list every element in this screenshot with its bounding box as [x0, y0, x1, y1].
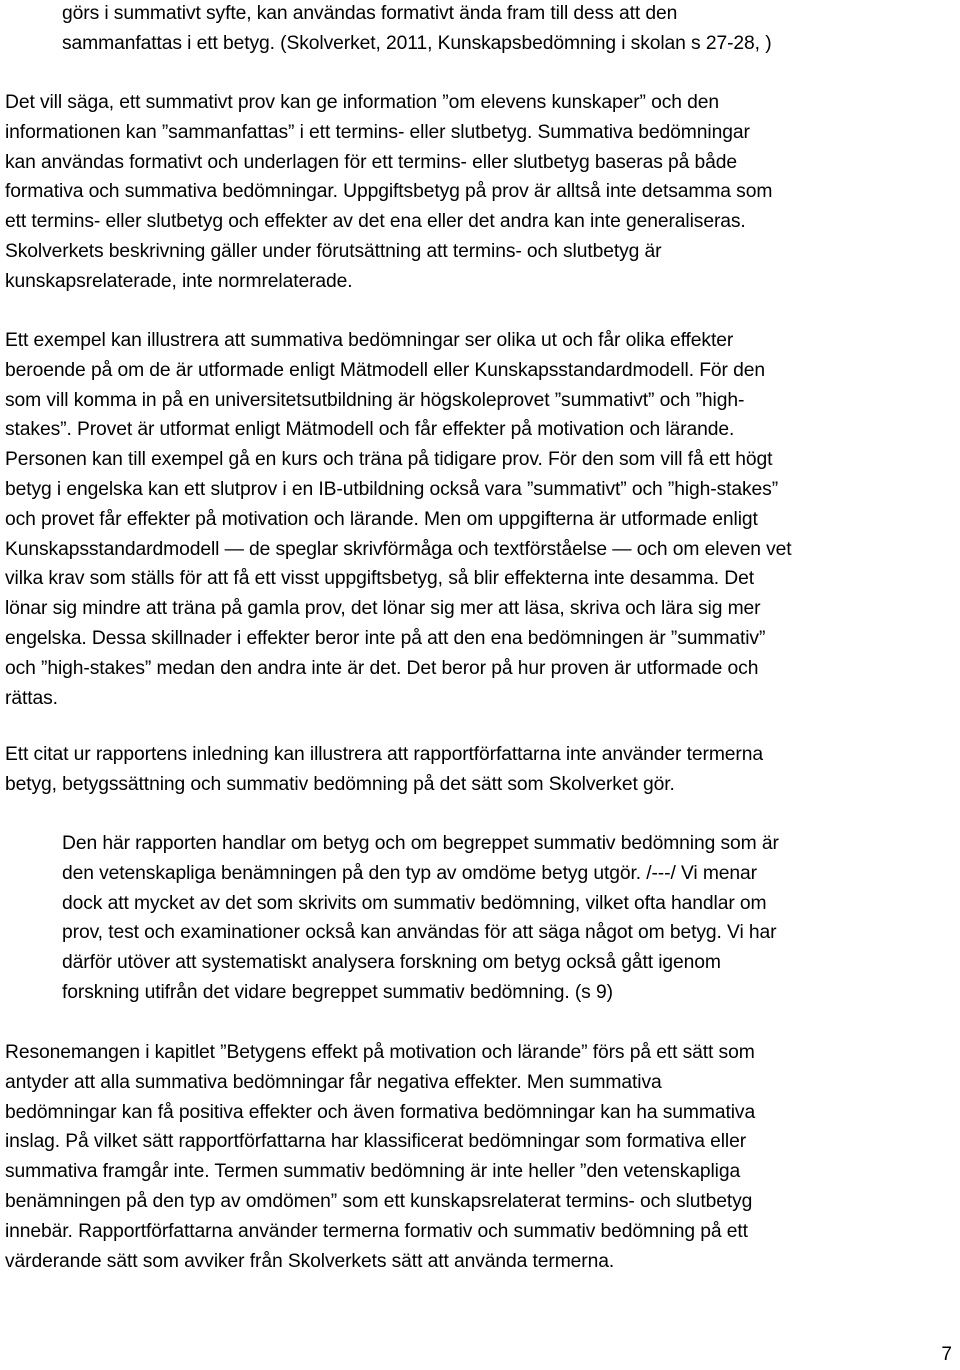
text-line: som vill komma in på en universitetsutbildning är högskoleprovet ”summativt” och ”high-	[5, 389, 745, 411]
text-line: Personen kan till exempel gå en kurs och träna på tidigare prov. För den som vill få ett högt	[5, 449, 773, 471]
text-line: Den här rapporten handlar om betyg och om begreppet summativ bedömning som är	[62, 833, 779, 854]
text-line: värderande sätt som avviker från Skolverkets sätt att använda termerna.	[5, 1250, 615, 1272]
text-line: beroende på om de är utformade enligt Mätmodell eller Kunskapsstandardmodell. För den	[5, 359, 765, 381]
text-line: Det vill säga, ett summativt prov kan ge information ”om elevens kunskaper” och den	[5, 92, 720, 113]
text-line: prov, test och examinationer också kan användas för att säga något om betyg. Vi har	[62, 922, 777, 944]
text-line: Kunskapsstandardmodell — de speglar skrivförmåga och textförståelse — och om eleven vet	[5, 538, 792, 560]
text-line: betyg i engelska kan ett slutprov i en IB-utbildning också vara ”summativt” och ”high-stakes”	[5, 478, 779, 500]
text-line: ett termins- eller slutbetyg och effekter av det ena eller det andra kan inte generaliseras.	[5, 211, 746, 233]
text-line: och ”high-stakes” medan den andra inte är det. Det beror på hur proven är utformade och	[5, 657, 759, 679]
text-line: den vetenskapliga benämningen på den typ av omdöme betyg utgör. /---/ Vi menar	[62, 862, 757, 884]
text-line: kan användas formativt och underlagen för ett termins- eller slutbetyg baseras på både	[5, 151, 738, 173]
text-line: Skolverkets beskrivning gäller under förutsättning att termins- och slutbetyg är	[5, 240, 662, 262]
text-line: och provet får effekter på motivation och lärande. Men om uppgifterna är utformade enligt	[5, 508, 758, 530]
paragraph-chapter-reasoning	[5, 1038, 917, 1276]
page-number: 7	[941, 1344, 952, 1365]
text-line: vilka krav som ställs för att få ett visst uppgiftsbetyg, så blir effekterna inte desamma. Det	[5, 568, 754, 590]
text-line: Ett exempel kan illustrera att summativa bedömningar ser olika ut och får olika effekter	[5, 330, 734, 351]
paragraph-summative-assessment	[5, 88, 917, 297]
text-line: benämningen på den typ av omdömen” som ett kunskapsrelaterat termins- och slutbetyg	[5, 1190, 753, 1212]
block-quote	[62, 829, 910, 1008]
text-line: informationen kan ”sammanfattas” i ett termins- eller slutbetyg. Summativa bedömningar	[5, 121, 750, 143]
text-line: bedömningar kan få positiva effekter och även formativa bedömningar kan ha summativa	[5, 1101, 756, 1123]
text-line: därför utöver att systematiskt analysera forskning om betyg också gått igenom	[62, 952, 721, 974]
text-line: dock att mycket av det som skrivits om summativ bedömning, vilket ofta handlar om	[62, 892, 767, 914]
paragraph-example	[5, 326, 917, 713]
text-line: innebär. Rapportförfattarna använder termerna formativ och summativ bedömning på ett	[5, 1220, 748, 1242]
text-line: kunskapsrelaterade, inte normrelaterade.	[5, 270, 353, 292]
text-line: sammanfattas i ett betyg. (Skolverket, 2011, Kunskapsbedömning i skolan s 27-28, )	[62, 32, 772, 54]
text-line: summativa framgår inte. Termen summativ bedömning är inte heller ”den vetenskapliga	[5, 1161, 741, 1183]
citation-continuation	[62, 0, 910, 59]
text-line: forskning utifrån det vidare begreppet summativ bedömning. (s 9)	[62, 981, 613, 1003]
text-line: Resonemangen i kapitlet ”Betygens effekt på motivation och lärande” förs på ett sätt som	[5, 1042, 755, 1063]
text-line: antyder att alla summativa bedömningar får negativa effekter. Men summativa	[5, 1071, 662, 1093]
text-line: inslag. På vilket sätt rapportförfattarna har klassificerat bedömningar som formativa eller	[5, 1131, 747, 1153]
text-line: görs i summativt syfte, kan användas formativt ända fram till dess att den	[62, 3, 678, 24]
text-line: rättas.	[5, 687, 58, 709]
text-line: Ett citat ur rapportens inledning kan illustrera att rapportförfattarna inte använder termerna	[5, 744, 763, 765]
text-line: lönar sig mindre att träna på gamla prov, det lönar sig mer att läsa, skriva och lära sig mer	[5, 598, 761, 620]
text-line: formativa och summativa bedömningar. Uppgiftsbetyg på prov är alltså inte detsamma som	[5, 181, 773, 203]
text-line: stakes”. Provet är utformat enligt Mätmodell och får effekter på motivation och lärande.	[5, 419, 735, 441]
text-line: betyg, betygssättning och summativ bedömning på det sätt som Skolverket gör.	[5, 773, 675, 795]
text-line: engelska. Dessa skillnader i effekter beror inte på att den ena bedömningen är ”summativ”	[5, 627, 766, 649]
paragraph-report-quote-intro	[5, 740, 917, 800]
